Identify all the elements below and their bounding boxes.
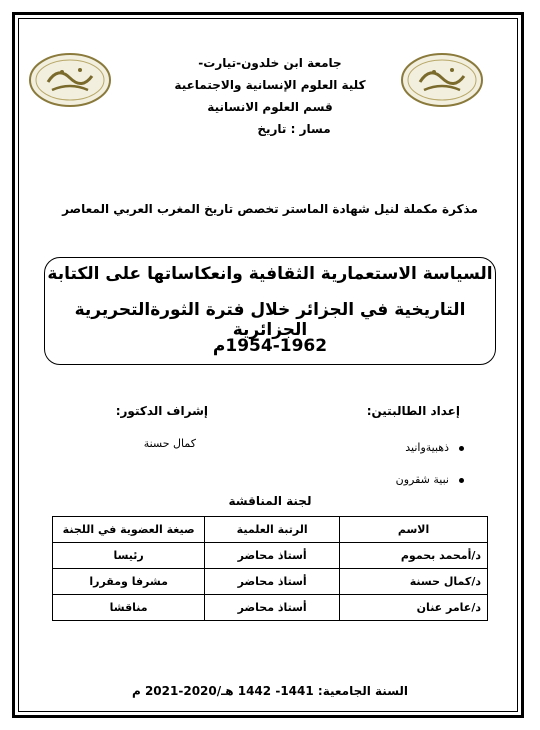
university-logo-left	[28, 52, 112, 108]
committee-title: لجنة المناقشة	[228, 494, 312, 508]
column-header-name: الاسم	[340, 517, 488, 543]
faculty-name: كلية العلوم الإنسانية والاجتماعية	[174, 78, 366, 92]
member-role: مناقشا	[53, 595, 205, 621]
column-header-role: صيغة العضوية في اللجنة	[53, 517, 205, 543]
member-role: رئيسا	[53, 543, 205, 569]
bullet-icon	[459, 478, 464, 483]
member-rank: أستاذ محاضر	[205, 543, 340, 569]
academic-year: السنة الجامعية: 1441- 1442 هـ/2020-2021 م	[131, 684, 409, 698]
students-list	[396, 432, 464, 496]
list-item	[396, 432, 464, 464]
memo-description: مذكرة مكملة لنيل شهادة الماستر تخصص تاريخ المغرب العربي المعاصر	[62, 202, 478, 216]
member-rank: أستاذ محاضر	[205, 569, 340, 595]
student-name: ذهبيةوانيد	[405, 441, 449, 454]
member-rank: أستاذ محاضر	[205, 595, 340, 621]
supervisor-label: إشراف الدكتور:	[115, 404, 208, 418]
students-label: إعداد الطالبتين:	[366, 404, 460, 418]
committee-table	[52, 516, 488, 621]
table-row	[53, 569, 488, 595]
list-item	[396, 464, 464, 496]
university-name: جامعة ابن خلدون-تيارت-	[198, 56, 342, 70]
bullet-icon	[459, 446, 464, 451]
table-header-row	[53, 517, 488, 543]
thesis-title-line-3: 1954-1962م	[212, 336, 328, 356]
table-row	[53, 543, 488, 569]
thesis-title-box	[44, 257, 496, 365]
member-name: د/عامر عنان	[340, 595, 488, 621]
track-name: مسار : تاريخ	[257, 122, 331, 136]
thesis-title-line-1: السياسة الاستعمارية الثقافية وانعكاساتها على الكتابة	[47, 264, 493, 284]
table-row	[53, 595, 488, 621]
member-name: د/أمحمد بحموم	[340, 543, 488, 569]
column-header-rank: الرتبة العلمية	[205, 517, 340, 543]
member-role: مشرفا ومقررا	[53, 569, 205, 595]
institution-header	[120, 52, 420, 140]
supervisor-name: كمال حسنة	[143, 437, 196, 450]
department-name: قسم العلوم الانسانية	[207, 100, 333, 114]
member-name: د/كمال حسنة	[340, 569, 488, 595]
thesis-title-line-2: التاريخية في الجزائر خلال فترة الثورةالتحريرية الجزائرية	[74, 300, 466, 340]
student-name: نبية شقرون	[395, 473, 449, 486]
